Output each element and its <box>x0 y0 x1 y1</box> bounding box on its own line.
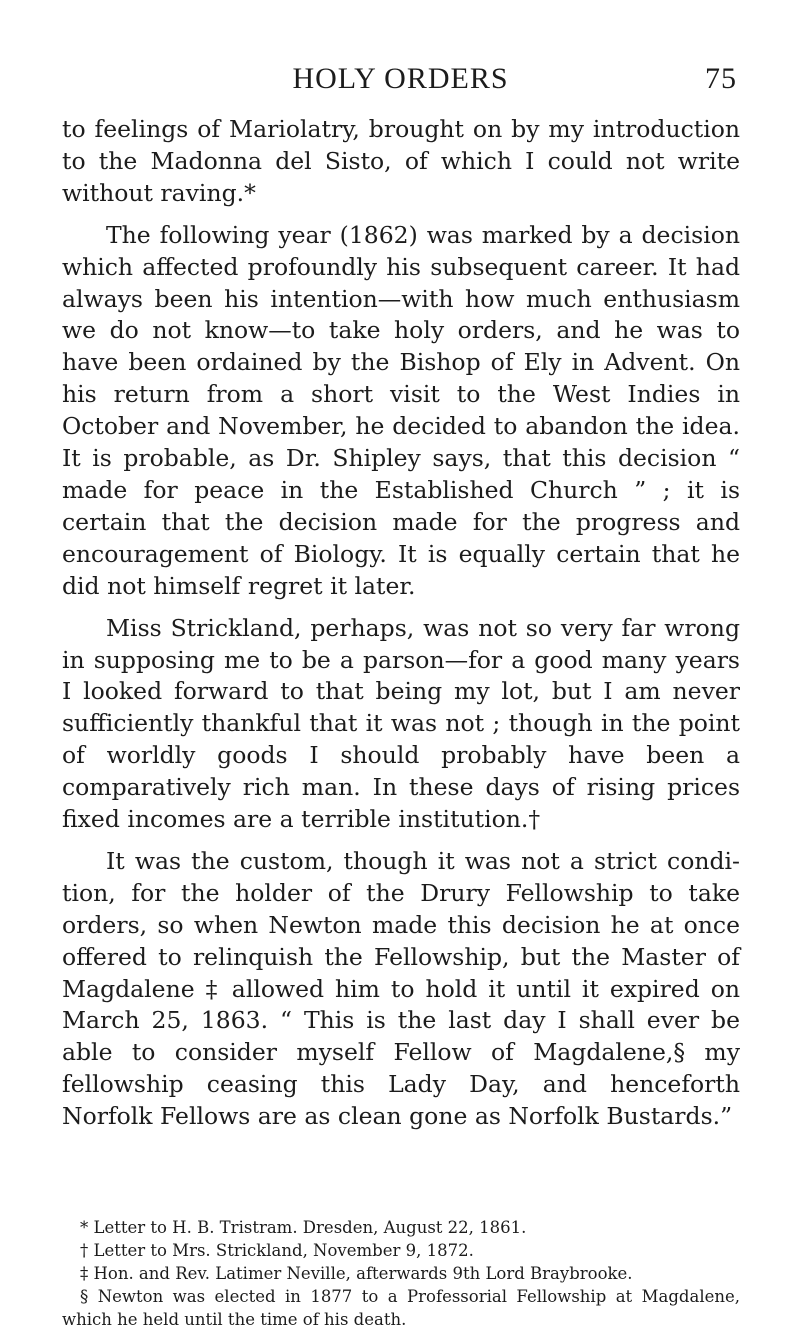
page-number: 75 <box>705 62 737 95</box>
footnote: † Letter to Mrs. Strickland, November 9, 1872. <box>80 1241 474 1260</box>
footnote: * Letter to H. B. Tristram. Dresden, August 22, 1861. <box>80 1218 527 1237</box>
paragraph-continuation: to feelings of Mariolatry, brought on by my introduction to the Madonna del Sisto, of which I could not write without raving.* <box>62 115 740 207</box>
paragraph: The following year (1862) was marked by a decision which affected profoundly his subsequent career. It had always been his intention—with how much enthusiasm we do not know—to take holy orders, and he was to have been ordained by the Bishop of Ely in Advent. On his return from a short visit to the West Indies in October and November, he decided to abandon the idea. It is probable, as Dr. Shipley says, that this decision “ made for peace in the Established Church ” ; it is certain that the decision made for the progress and encouragement of Biology. It is equally certain that he did not himself regret it later. <box>62 220 740 600</box>
body-text <box>62 114 740 1133</box>
page-header <box>0 62 801 102</box>
paragraph: It was the custom, though it was not a strict condition, for the holder of the Drury Fellowship to take orders, so when Newton made this decision he at once offered to relinquish the Fellowship, but the Master of Magdalene ‡ allowed him to hold it until it expired on March 25, 1863. “ This is the last day I shall ever be able to consider myself Fellow of Magdalene,§ my fellowship ceasing this Lady Day, and henceforth Norfolk Fellows are as clean gone as Norfolk Bustards.” <box>62 846 740 1131</box>
running-title: HOLY ORDERS <box>292 62 509 95</box>
paragraph: Miss Strickland, perhaps, was not so very far wrong in supposing me to be a parson—for a good many years I looked forward to that being my lot, but I am never sufficiently thankful that it was not ; though in the point of worldly goods I should probably have been a comparatively rich man. In these days of rising prices fixed incomes are a terrible institution.† <box>62 613 740 834</box>
footnote: ‡ Hon. and Rev. Latimer Neville, afterwards 9th Lord Braybrooke. <box>80 1264 633 1283</box>
footnote: § Newton was elected in 1877 to a Professorial Fellowship at Magdalene, which he held until the time of his death. <box>62 1287 740 1329</box>
footnotes <box>62 1216 740 1331</box>
